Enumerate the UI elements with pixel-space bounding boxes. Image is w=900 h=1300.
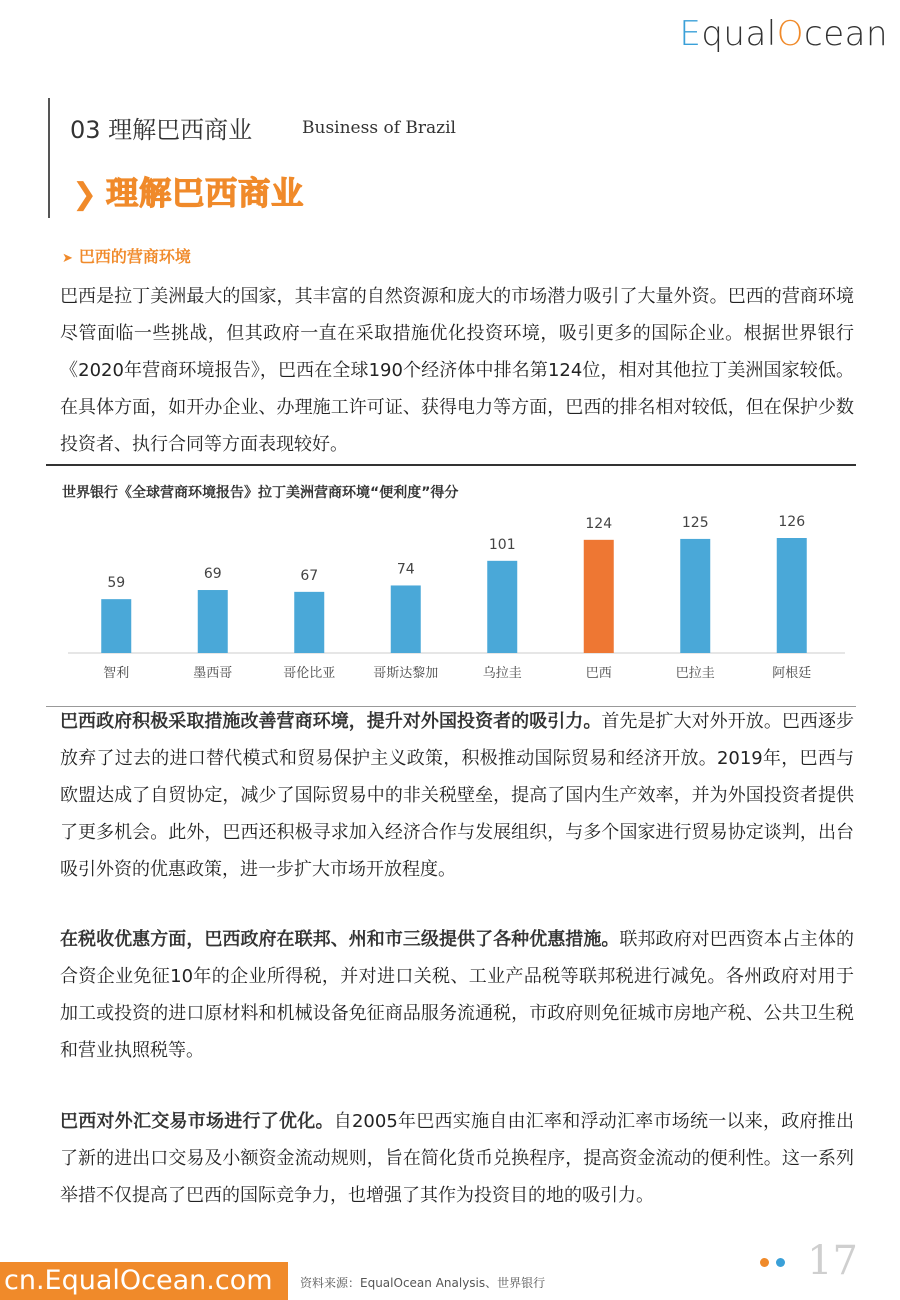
- bar-6: [680, 539, 710, 653]
- page-title-text: 理解巴西商业: [106, 174, 305, 212]
- paragraph-lead: 在税收优惠方面，巴西政府在联邦、州和市三级提供了各种优惠措施。: [60, 929, 620, 950]
- blue-dot-icon: [776, 1258, 785, 1267]
- category-label: 乌拉圭: [482, 666, 522, 681]
- paragraph-body: 首先是扩大对外开放。巴西逐步放弃了过去的进口替代模式和贸易保护主义政策，积极推动国际贸易和经济开放。2019年，巴西与欧盟达成了自贸协定，减少了国际贸易中的非关税壁垒，提高了国内生产效率，并为外国投资者提供了更多机会。此外，巴西还积极寻求加入经济合作与发展组织，与多个国家进行贸易协定谈判，出台吸引外资的优惠政策，进一步扩大市场开放程度。: [60, 711, 855, 880]
- bar-7: [777, 538, 807, 653]
- bar-value-label: 67: [300, 567, 319, 584]
- bar-4: [487, 561, 517, 653]
- chevron-right-icon: ❯: [72, 177, 99, 212]
- chevron-right-icon: ➤: [62, 251, 73, 266]
- category-label: 阿根廷: [772, 666, 812, 681]
- category-label: 墨西哥: [193, 666, 233, 681]
- category-label: 巴拉圭: [675, 666, 715, 681]
- paragraph-fx: [60, 1103, 854, 1214]
- paragraph-intro: 巴西是拉丁美洲最大的国家，其丰富的自然资源和庞大的市场潜力吸引了大量外资。巴西的营商环境尽管面临一些挑战，但其政府一直在采取措施优化投资环境，吸引更多的国际企业。根据世界银行《2020年营商环境报告》，巴西在全球190个经济体中排名第124位，相对其他拉丁美洲国家较低。在具体方面，如开办企业、办理施工许可证、获得电力等方面，巴西的排名相对较低，但在保护少数投资者、执行合同等方面表现较好。: [60, 286, 854, 455]
- bar-value-label: 124: [585, 515, 613, 532]
- bar-value-label: 69: [203, 566, 222, 583]
- bar-value-label: 126: [778, 514, 806, 530]
- paragraph-lead: 巴西政府积极采取措施改善营商环境，提升对外国投资者的吸引力。: [60, 711, 602, 732]
- footer-brand-link[interactable]: cn.EqualOcean.com: [0, 1262, 288, 1300]
- chart-title: 世界银行《全球营商环境报告》拉丁美洲营商环境“便利度”得分: [62, 485, 459, 501]
- bar-2: [294, 592, 324, 653]
- bar-3: [391, 585, 421, 653]
- sub-heading-text: 巴西的营商环境: [78, 247, 191, 266]
- section-subtitle: Business of Brazil: [302, 118, 456, 138]
- logo-o: O: [776, 14, 804, 54]
- paragraph-lead: 巴西对外汇交易市场进行了优化。: [60, 1111, 334, 1132]
- bar-0: [101, 599, 131, 653]
- paragraph-tax: [60, 921, 854, 1069]
- paragraph-body: 自2005年巴西实施自由汇率和浮动汇率市场统一以来，政府推出了新的进出口交易及小额资金流动规则，旨在简化货币兑换程序，提高资金流动的便利性。这一系列举措不仅提高了巴西的国际竞争力，也增强了其作为投资目的地的吸引力。: [60, 1111, 855, 1206]
- bar-value-label: 125: [681, 514, 709, 531]
- bar-value-label: 59: [107, 575, 126, 592]
- section-title: 03 理解巴西商业: [70, 116, 253, 144]
- paragraph-opening-up: [60, 703, 854, 888]
- paragraph-body: 联邦政府对巴西资本占主体的合资企业免征10年的企业所得税，并对进口关税、工业产品税等联邦税进行减免。各州政府对用于加工或投资的进口原材料和机械设备免征商品服务流通税，市政府则免征城市房地产税、公共卫生税和营业执照税等。: [60, 929, 855, 1061]
- category-label: 巴西: [585, 666, 612, 681]
- bar-value-label: 101: [488, 536, 516, 553]
- category-label: 智利: [103, 666, 130, 681]
- logo-e: E: [679, 14, 702, 54]
- footer-source: 资料来源：EqualOcean Analysis、世界银行: [300, 1276, 546, 1290]
- orange-dot-icon: [760, 1258, 769, 1267]
- category-label: 哥伦比亚: [283, 666, 336, 681]
- logo-mid: qual: [701, 14, 777, 54]
- bar-1: [198, 590, 228, 653]
- page-number: 17: [807, 1238, 858, 1284]
- logo-end: cean: [804, 14, 888, 54]
- bar-value-label: 74: [396, 561, 415, 578]
- category-label: 哥斯达黎加: [373, 666, 439, 681]
- bar-5: [584, 540, 614, 653]
